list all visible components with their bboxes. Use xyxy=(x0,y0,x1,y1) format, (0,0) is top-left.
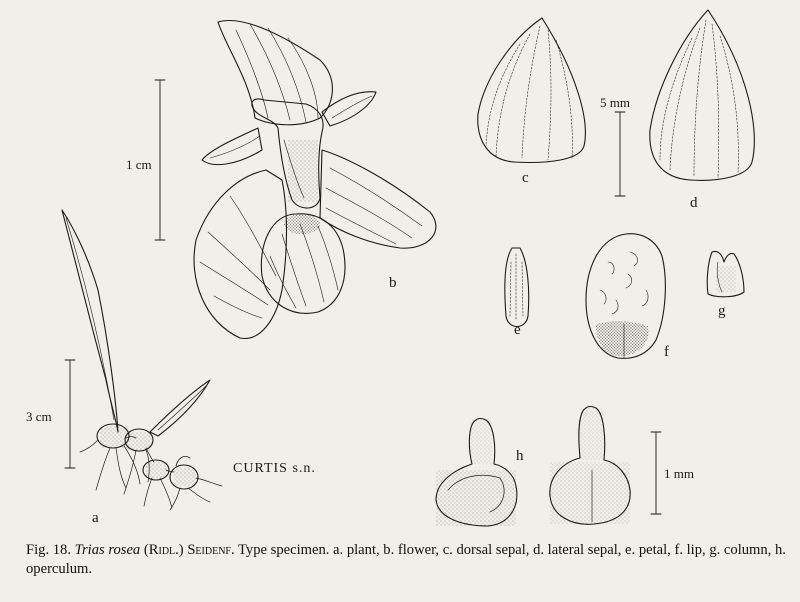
scale-bar-flower xyxy=(155,80,165,240)
panel-label-a: a xyxy=(92,510,99,526)
operculum-drawing xyxy=(436,407,630,527)
scale-bar-sepals xyxy=(615,112,625,196)
scale-bar-operculum xyxy=(651,432,661,514)
panel-label-c: c xyxy=(522,170,529,186)
panel-label-g: g xyxy=(718,303,726,319)
panel-label-e: e xyxy=(514,322,521,338)
figure-caption xyxy=(26,541,786,579)
plant-drawing xyxy=(62,210,222,510)
caption-fig-number: Fig. 18. xyxy=(26,542,72,558)
caption-author-1: (Ridl.) xyxy=(143,542,184,558)
caption-author-2: Seidenf. xyxy=(187,542,235,558)
lateral-sepal-drawing xyxy=(650,10,755,180)
caption-text: Type specimen. a. plant, b. flower, c. dorsal sepal, d. lateral sepal, e. petal, f. lip, g. column, h. operculum. xyxy=(26,542,786,577)
panel-label-d: d xyxy=(690,195,698,211)
dorsal-sepal-drawing xyxy=(478,18,586,162)
panel-label-b: b xyxy=(389,275,397,291)
scale-bar-plant xyxy=(65,360,75,468)
column-drawing xyxy=(707,251,744,296)
caption-species: Trias rosea xyxy=(74,542,141,558)
collector-label: CURTIS s.n. xyxy=(233,461,316,476)
scale-label-plant: 3 cm xyxy=(26,409,52,424)
scale-label-operculum: 1 mm xyxy=(664,466,694,481)
lip-drawing xyxy=(586,234,665,359)
scale-label-sepals: 5 mm xyxy=(600,95,630,110)
panel-label-h: h xyxy=(516,448,524,464)
petal-drawing xyxy=(505,248,529,327)
scale-label-flower: 1 cm xyxy=(126,157,152,172)
panel-label-f: f xyxy=(664,344,669,360)
flower-drawing xyxy=(194,21,436,339)
